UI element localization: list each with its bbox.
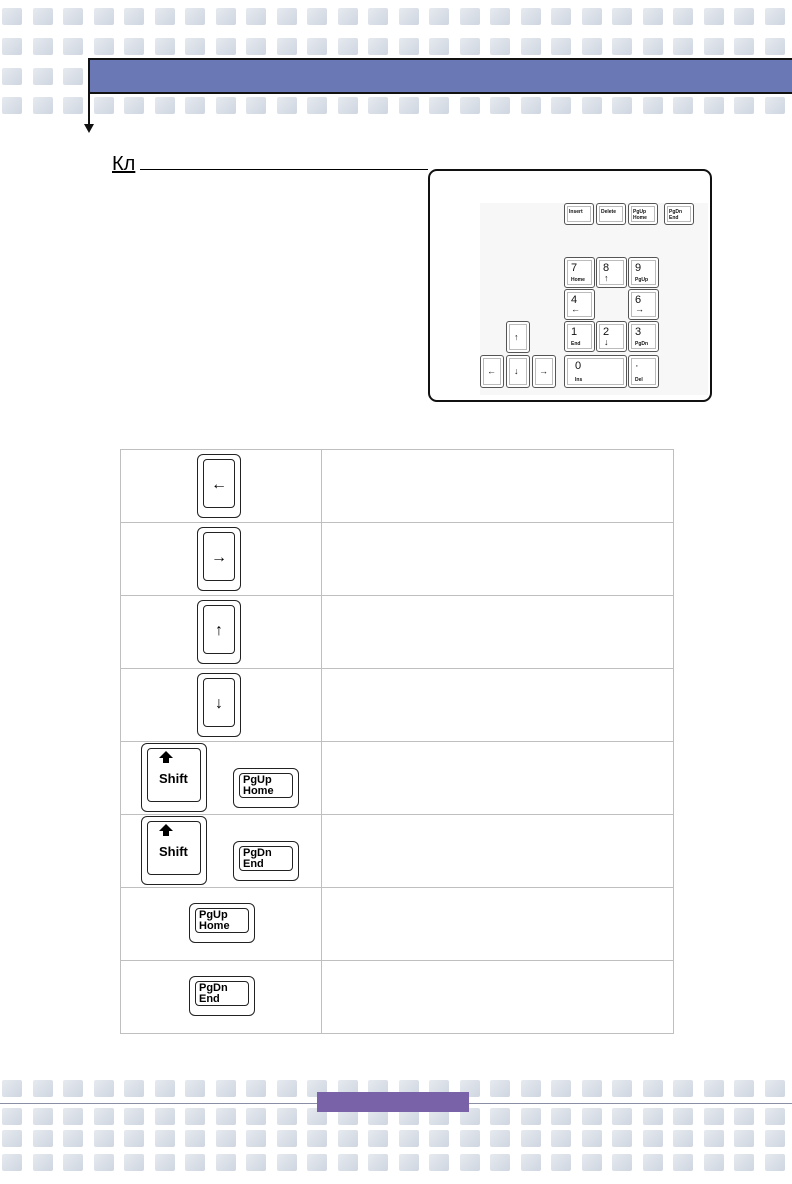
shift-arrow-icon — [159, 824, 173, 831]
tile — [521, 38, 541, 55]
tile — [338, 38, 358, 55]
tile — [307, 8, 327, 25]
tile — [124, 97, 144, 114]
home-label: Home — [243, 785, 274, 797]
tile — [490, 1080, 510, 1097]
table-row — [121, 888, 674, 961]
tile — [338, 1130, 358, 1147]
tile — [246, 97, 266, 114]
tile — [429, 97, 449, 114]
tile — [704, 97, 724, 114]
tile — [765, 1108, 785, 1125]
tile — [307, 1130, 327, 1147]
left-arrow-icon: ← — [211, 476, 227, 493]
description-cell — [321, 815, 673, 888]
tile — [277, 1154, 297, 1171]
tile — [612, 8, 632, 25]
tile — [124, 1130, 144, 1147]
tile — [246, 1130, 266, 1147]
key-cell — [121, 888, 322, 961]
kp-key-1-sub: End — [571, 341, 581, 347]
tile — [399, 1154, 419, 1171]
tile — [94, 38, 114, 55]
tile — [673, 1154, 693, 1171]
kp-key-delete — [596, 203, 626, 225]
tile — [368, 1130, 388, 1147]
key-cell — [121, 450, 322, 523]
kp-key-9-sub: PgUp — [635, 277, 649, 283]
tile — [643, 38, 663, 55]
shift-arrow-stem — [163, 831, 169, 836]
tile — [429, 1130, 449, 1147]
tile — [521, 1108, 541, 1125]
tile — [185, 38, 205, 55]
tile — [63, 97, 83, 114]
tile — [216, 1130, 236, 1147]
tile — [734, 1080, 754, 1097]
tile — [612, 1080, 632, 1097]
shift-key — [141, 816, 207, 885]
tile — [124, 1108, 144, 1125]
tile — [2, 38, 22, 55]
tile — [246, 38, 266, 55]
footer-bar — [317, 1092, 469, 1112]
tile — [673, 97, 693, 114]
description-cell — [321, 523, 673, 596]
tile — [185, 1108, 205, 1125]
tile — [643, 1154, 663, 1171]
tile — [551, 1080, 571, 1097]
tile — [551, 8, 571, 25]
kp-key-4-num: 4 — [571, 294, 578, 306]
table-row — [121, 596, 674, 669]
tile — [734, 97, 754, 114]
kp-arrow-key-left — [480, 355, 504, 388]
tile — [2, 1154, 22, 1171]
tile — [277, 1130, 297, 1147]
kp-key-pgup-home — [628, 203, 658, 225]
kp-key-2 — [596, 321, 627, 352]
down-arrow-key — [197, 673, 241, 737]
tile — [551, 1154, 571, 1171]
shift-key-label: Shift — [159, 844, 188, 859]
tile — [643, 8, 663, 25]
tile — [63, 68, 83, 85]
section-title: Кл — [112, 153, 136, 175]
table-row — [121, 450, 674, 523]
key-cell — [121, 815, 322, 888]
header-arrow-down-icon — [84, 124, 94, 133]
kp-arrow-key-up-icon: ↑ — [514, 332, 519, 342]
kp-key-9-num: 9 — [635, 262, 642, 274]
tile — [124, 38, 144, 55]
pgdn-end-key — [233, 841, 299, 881]
pgdn-end-key — [189, 976, 255, 1016]
end-label: End — [243, 858, 264, 870]
tile — [2, 68, 22, 85]
kp-arrow-key-right — [532, 355, 556, 388]
tile — [307, 97, 327, 114]
key-cell — [121, 596, 322, 669]
tile-row — [0, 1154, 792, 1171]
key-cell — [121, 669, 322, 742]
tile — [704, 8, 724, 25]
header-bar — [90, 58, 792, 94]
tile — [2, 1130, 22, 1147]
kp-key-7-sub: Home — [571, 277, 585, 283]
tile — [94, 1108, 114, 1125]
tile — [155, 1130, 175, 1147]
tile — [33, 38, 53, 55]
kp-key-1 — [564, 321, 595, 352]
kp-arrow-key-right-icon: → — [539, 366, 548, 376]
tile — [216, 1154, 236, 1171]
tile — [582, 38, 602, 55]
description-cell — [321, 450, 673, 523]
tile — [460, 97, 480, 114]
tile — [460, 8, 480, 25]
tile — [704, 1080, 724, 1097]
tile — [673, 1130, 693, 1147]
tile — [155, 1108, 175, 1125]
tile — [246, 1080, 266, 1097]
kp-key-insert — [564, 203, 594, 225]
tile — [368, 97, 388, 114]
tile — [185, 97, 205, 114]
tile — [643, 1108, 663, 1125]
tile — [490, 97, 510, 114]
kp-key-decimal-num: · — [635, 360, 639, 372]
tile — [33, 97, 53, 114]
tile — [368, 8, 388, 25]
tile — [216, 1108, 236, 1125]
tile — [704, 38, 724, 55]
tile-row — [0, 8, 792, 25]
description-cell — [321, 596, 673, 669]
tile — [368, 1154, 388, 1171]
tile — [216, 8, 236, 25]
table-row — [121, 523, 674, 596]
tile — [612, 1108, 632, 1125]
tile — [429, 38, 449, 55]
key-cell — [121, 523, 322, 596]
tile — [551, 38, 571, 55]
tile — [490, 8, 510, 25]
right-arrow-icon: → — [211, 549, 227, 566]
kp-arrow-down-icon: ↓ — [604, 337, 609, 347]
kp-key-pgdn-end — [664, 203, 694, 225]
tile — [185, 8, 205, 25]
tile — [582, 1130, 602, 1147]
tile — [155, 1154, 175, 1171]
tile — [2, 8, 22, 25]
tile — [124, 1080, 144, 1097]
down-arrow-icon: ↓ — [215, 695, 223, 712]
tile — [94, 97, 114, 114]
description-cell — [321, 669, 673, 742]
tile — [429, 1154, 449, 1171]
kp-key-insert-label: Insert — [569, 209, 583, 215]
kp-key-7-num: 7 — [571, 262, 578, 274]
kp-arrow-left-icon: ← — [571, 304, 580, 314]
pgdn-label: PgDn — [199, 982, 228, 994]
tile — [490, 1108, 510, 1125]
tile — [673, 1108, 693, 1125]
kp-key-0-sub: Ins — [575, 377, 583, 383]
tile — [582, 1080, 602, 1097]
tile — [734, 8, 754, 25]
kp-key-3-sub: PgDn — [635, 341, 649, 347]
tile — [368, 38, 388, 55]
tile — [216, 1080, 236, 1097]
tile — [551, 1108, 571, 1125]
kp-key-9 — [628, 257, 659, 288]
tile — [124, 1154, 144, 1171]
tile — [765, 8, 785, 25]
kp-arrow-up-icon: ↑ — [604, 273, 609, 283]
tile — [33, 68, 53, 85]
kp-key-pgup-home-label: PgUp Home — [633, 209, 647, 221]
tile — [490, 38, 510, 55]
kp-key-6 — [628, 289, 659, 320]
tile — [612, 1130, 632, 1147]
tile — [155, 1080, 175, 1097]
kp-key-4 — [564, 289, 595, 320]
tile — [734, 1130, 754, 1147]
tile — [94, 1080, 114, 1097]
tile — [521, 1154, 541, 1171]
table-row — [121, 669, 674, 742]
kp-arrow-right-icon: → — [635, 304, 644, 314]
tile — [185, 1130, 205, 1147]
tile — [277, 97, 297, 114]
up-arrow-key — [197, 600, 241, 664]
tile — [33, 1080, 53, 1097]
tile — [704, 1108, 724, 1125]
kp-key-0 — [564, 355, 627, 388]
tile — [582, 97, 602, 114]
tile — [33, 8, 53, 25]
key-cell — [121, 961, 322, 1034]
tile — [63, 8, 83, 25]
title-underline — [140, 169, 428, 170]
tile — [2, 1108, 22, 1125]
left-arrow-key — [197, 454, 241, 518]
tile — [33, 1108, 53, 1125]
kp-arrow-key-up — [506, 321, 530, 353]
tile — [734, 38, 754, 55]
tile — [63, 38, 83, 55]
tile — [460, 1154, 480, 1171]
tile — [399, 38, 419, 55]
kp-key-1-num: 1 — [571, 326, 578, 338]
tile — [399, 1130, 419, 1147]
tile — [643, 97, 663, 114]
tile — [582, 1154, 602, 1171]
home-label: Home — [199, 920, 230, 932]
kp-key-2-num: 2 — [603, 326, 610, 338]
tile — [521, 1130, 541, 1147]
tile — [704, 1154, 724, 1171]
tile — [521, 8, 541, 25]
tile — [2, 1080, 22, 1097]
tile — [765, 1080, 785, 1097]
tile — [185, 1154, 205, 1171]
tile — [582, 8, 602, 25]
tile — [124, 8, 144, 25]
tile — [582, 1108, 602, 1125]
tile — [704, 1130, 724, 1147]
tile — [246, 1154, 266, 1171]
shift-key — [141, 743, 207, 812]
tile — [338, 1154, 358, 1171]
pgdn-label: PgDn — [243, 847, 272, 859]
tile — [643, 1080, 663, 1097]
tile — [429, 8, 449, 25]
tile — [338, 8, 358, 25]
tile-row — [0, 38, 792, 55]
tile — [612, 1154, 632, 1171]
shift-arrow-stem — [163, 758, 169, 763]
tile — [551, 1130, 571, 1147]
tile-row — [0, 97, 792, 114]
tile — [277, 1108, 297, 1125]
kp-key-6-num: 6 — [635, 294, 642, 306]
shift-key-label: Shift — [159, 771, 188, 786]
description-cell — [321, 742, 673, 815]
tile — [460, 1130, 480, 1147]
kp-key-8 — [596, 257, 627, 288]
tile — [521, 97, 541, 114]
tile — [490, 1154, 510, 1171]
tile — [155, 8, 175, 25]
pgup-label: PgUp — [243, 774, 272, 786]
pgup-home-key — [189, 903, 255, 943]
tile — [399, 97, 419, 114]
kp-key-pgdn-end-label: PgDn End — [669, 209, 683, 221]
tile — [643, 1130, 663, 1147]
tile — [673, 8, 693, 25]
kp-key-3 — [628, 321, 659, 352]
tile — [246, 1108, 266, 1125]
tile — [612, 38, 632, 55]
kp-key-7 — [564, 257, 595, 288]
kp-key-8-num: 8 — [603, 262, 610, 274]
keypad-figure — [428, 169, 712, 402]
tile — [277, 38, 297, 55]
table-row — [121, 742, 674, 815]
description-cell — [321, 888, 673, 961]
kp-arrow-key-down-icon: ↓ — [514, 366, 519, 376]
kp-key-decimal-sub: Del — [635, 377, 643, 383]
tile — [307, 38, 327, 55]
tile — [460, 38, 480, 55]
tile — [2, 97, 22, 114]
tile — [94, 1154, 114, 1171]
description-cell — [321, 961, 673, 1034]
tile — [216, 38, 236, 55]
pgup-label: PgUp — [199, 909, 228, 921]
tile — [765, 1154, 785, 1171]
shift-arrow-icon — [159, 751, 173, 758]
tile — [307, 1154, 327, 1171]
tile — [765, 97, 785, 114]
tile — [673, 1080, 693, 1097]
header-guide-line — [88, 58, 90, 125]
tile — [399, 8, 419, 25]
tile — [185, 1080, 205, 1097]
kp-key-0-num: 0 — [575, 360, 582, 372]
table-row — [121, 961, 674, 1034]
kp-arrow-key-down — [506, 355, 530, 388]
pgup-home-key — [233, 768, 299, 808]
up-arrow-icon: ↑ — [215, 622, 223, 639]
tile — [155, 38, 175, 55]
kp-arrow-key-left-icon: ← — [487, 366, 496, 376]
tile — [338, 97, 358, 114]
tile — [490, 1130, 510, 1147]
tile-row — [0, 1130, 792, 1147]
tile — [63, 1108, 83, 1125]
tile — [673, 38, 693, 55]
key-cell — [121, 742, 322, 815]
right-arrow-key — [197, 527, 241, 591]
tile — [155, 97, 175, 114]
tile — [94, 8, 114, 25]
tile — [277, 8, 297, 25]
tile — [551, 97, 571, 114]
tile — [277, 1080, 297, 1097]
tile — [63, 1080, 83, 1097]
key-function-table — [120, 449, 674, 1034]
tile — [94, 1130, 114, 1147]
tile — [216, 97, 236, 114]
tile — [521, 1080, 541, 1097]
end-label: End — [199, 993, 220, 1005]
kp-key-delete-label: Delete — [601, 209, 617, 215]
tile — [734, 1154, 754, 1171]
table-row — [121, 815, 674, 888]
tile — [33, 1154, 53, 1171]
kp-key-decimal — [628, 355, 659, 388]
tile — [765, 38, 785, 55]
kp-key-3-num: 3 — [635, 326, 642, 338]
tile — [246, 8, 266, 25]
tile — [33, 1130, 53, 1147]
tile — [765, 1130, 785, 1147]
tile — [63, 1130, 83, 1147]
tile — [734, 1108, 754, 1125]
tile — [612, 97, 632, 114]
tile — [63, 1154, 83, 1171]
